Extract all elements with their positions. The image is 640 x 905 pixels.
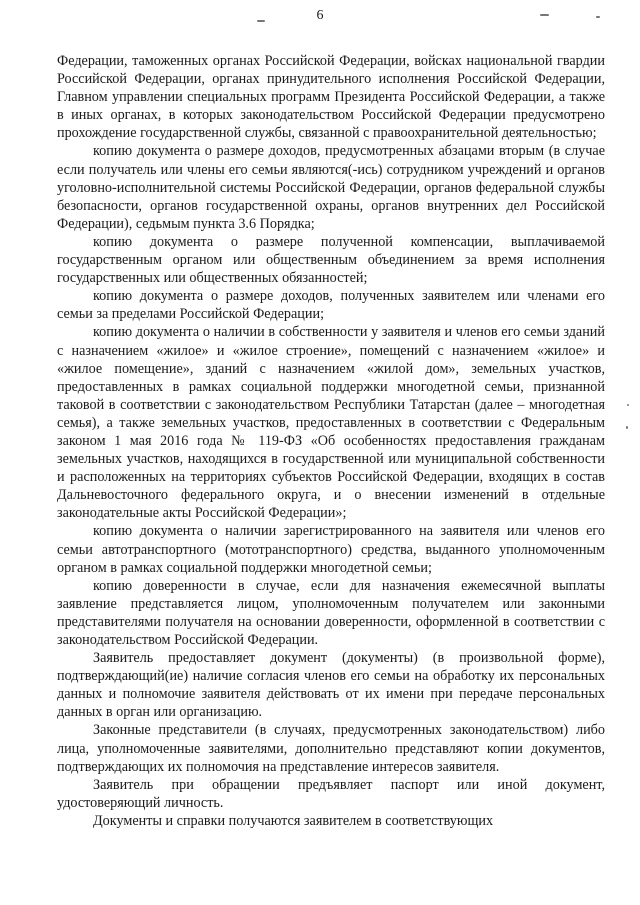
scan-mark <box>626 426 628 429</box>
paragraph-continues: Документы и справки получаются заявителем в соответствующих <box>93 812 494 829</box>
paragraph: копию доверенности в случае, если для назначения ежемесячной выплаты заявление представляется лицом, уполномоченным получателем или законными представителями получателя на основании доверенности, оформленной в соответствии с законодательством Российской Федерации. <box>57 577 605 648</box>
paragraph: Законные представители (в случаях, предусмотренных законодательством) либо лица, уполномоченные заявителями, дополнительно представляют копии документов, подтверждающих их полномочия на представление интересов заявителя. <box>57 722 605 775</box>
document-body <box>57 52 605 830</box>
paragraph: копию документа о наличии зарегистрированного на заявителя или членов его семьи автотранспортного (мототранспортного) средства, выданного уполномоченным органом в рамках социальной поддержки многодетной семьи; <box>57 523 605 576</box>
paragraph: Заявитель предоставляет документ (документы) (в произвольной форме), подтверждающий(ие) наличие согласия членов его семьи на обработку их персональных данных и полномочие заявителя действовать от их имени при передаче персональных данных в орган или организацию. <box>57 650 605 721</box>
paragraph: копию документа о размере полученной компенсации, выплачиваемой государственным органом или общественным объединением за время исполнения государственных или общественных обязанностей; <box>57 233 605 287</box>
scan-mark <box>540 14 549 16</box>
paragraph: Заявитель при обращении предъявляет паспорт или иной документ, удостоверяющий личность. <box>57 776 605 811</box>
scan-mark <box>627 404 629 406</box>
paragraph-continuation: Федерации, таможенных органах Российской Федерации, войсках национальной гвардии Российской Федерации, органах принудительного исполнения Российской Федерации, Главном управлении специальных программ Президента Российской Федерации, а также в иных органах, в которых законодательством Российской Федерации предусмотрено прохождение государственной службы, связанной с правоохранительной деятельностью; <box>57 53 605 142</box>
scan-mark <box>596 16 600 18</box>
paragraph: копию документа о наличии в собственности у заявителя и членов его семьи зданий с назначением «жилое» и «жилое строение», помещений с назначением «жилое» и «жилое помещение», зданий с назначением «жилой дом», земельных участков, предоставленных в рамках социальной поддержки многодетной семьи, признанной таковой в соответствии с законодательством Республики Татарстан (далее – многодетная семья), а также земельных участков, предоставленных в соответствии с Федеральным законом 1 мая 2016 года № 119-ФЗ «Об особенностях предоставления гражданам земельных участков, находящихся в государственной или муниципальной собственности и расположенных на территориях субъектов Российской Федерации, входящих в состав Дальневосточного федерального округа, и о внесении изменений в отдельные законодательные акты Российской Федерации»; <box>57 324 605 522</box>
page-number: 6 <box>316 8 324 23</box>
paragraph: копию документа о размере доходов, предусмотренных абзацами вторым (в случае если получатель или члены его семьи являются(-ись) сотрудником учреждений и органов уголовно-исполнительной системы Российской Федерации, органов федеральной службы безопасности, органов государственной охраны, органов внутренних дел Российской Федерации), седьмым пункта 3.6 Порядка; <box>57 143 605 232</box>
scan-mark <box>257 20 265 22</box>
paragraph: копию документа о размере доходов, полученных заявителем или членами его семьи за пределами Российской Федерации; <box>57 288 605 323</box>
